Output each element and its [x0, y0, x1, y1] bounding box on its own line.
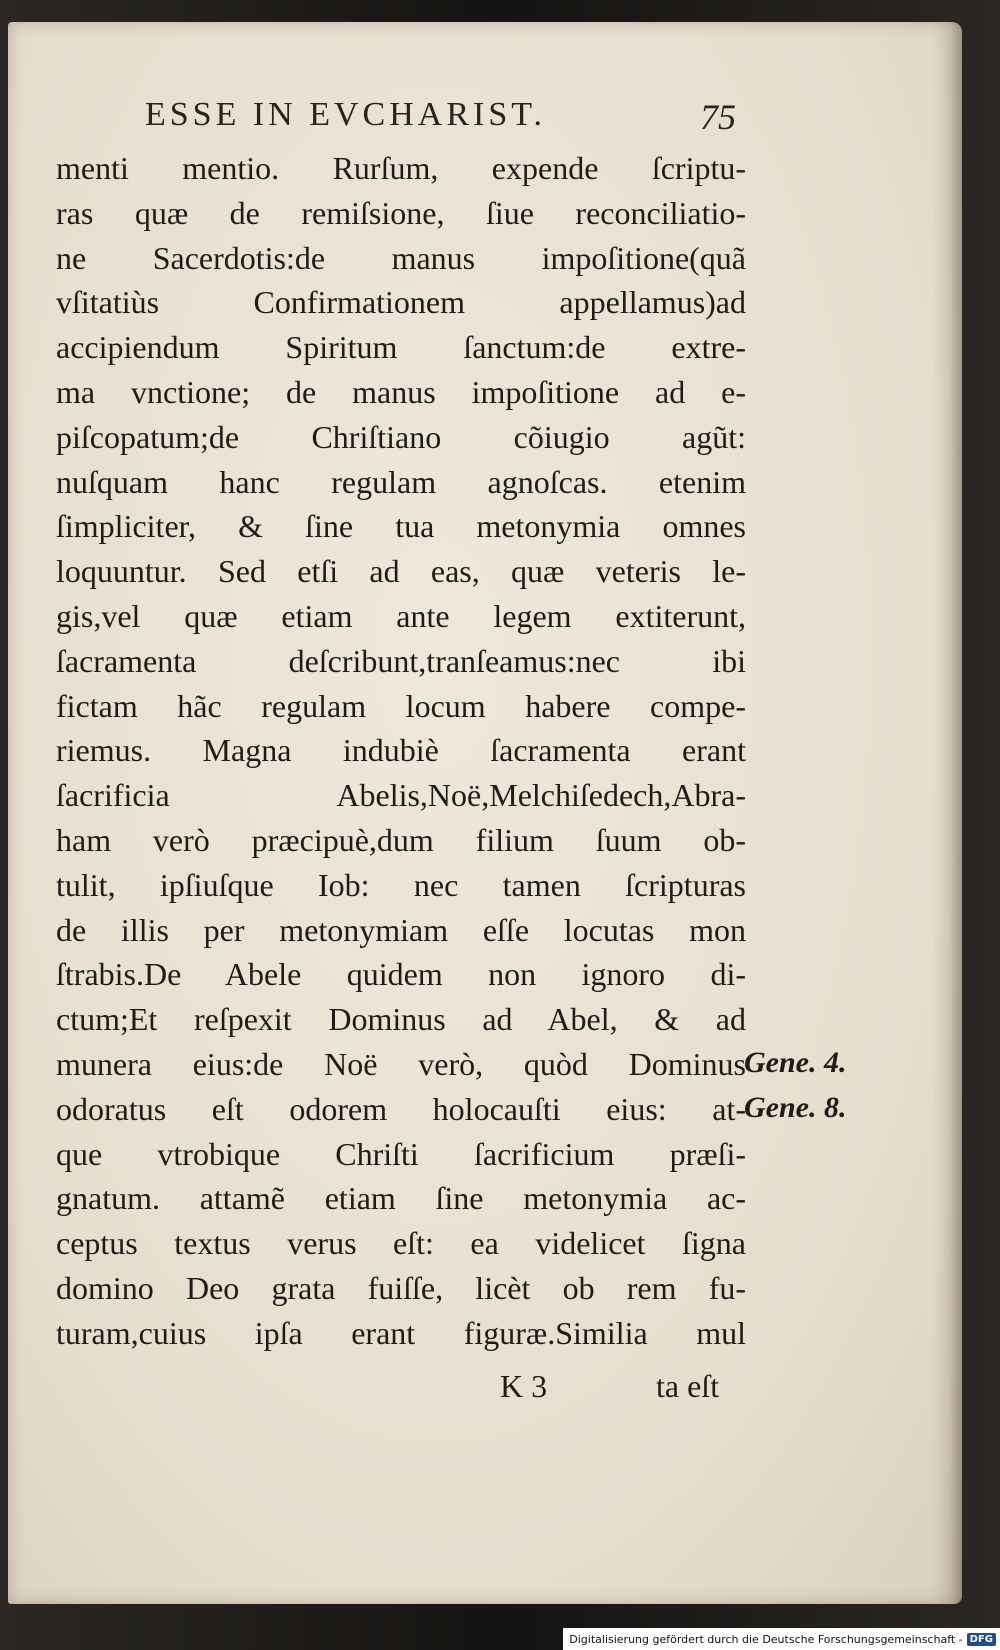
text-line: ſtrabis.De Abele quidem non ignoro di- [56, 956, 746, 993]
text-line: gnatum. attamẽ etiam ſine metonymia ac- [56, 1180, 746, 1217]
funding-footer [563, 1628, 1000, 1650]
text-line: ſacramenta deſcribunt,tranſeamus:nec ibi [56, 642, 746, 679]
body-text [56, 146, 746, 1356]
page-number: 75 [700, 97, 736, 137]
text-line: loquuntur. Sed etſi ad eas, quæ veteris le- [56, 553, 746, 590]
text-line: domino Deo grata fuiſſe, licèt ob rem fu- [56, 1269, 746, 1306]
dfg-logo: DFG [967, 1633, 996, 1646]
text-line: ma vnctione; de manus impoſitione ad e- [56, 373, 746, 410]
text-line: turam,cuius ipſa erant figuræ.Similia mul [56, 1314, 746, 1351]
text-line: gis,vel quæ etiam ante legem extiterunt, [56, 597, 746, 634]
text-line: ctum;Et reſpexit Dominus ad Abel, & ad [56, 1001, 746, 1038]
text-line: ham verò præcipuè,dum filium ſuum ob- [56, 821, 746, 858]
text-line: ne Sacerdotis:de manus impoſitione(quã [56, 239, 746, 276]
signature-mark: K 3 [500, 1368, 548, 1404]
text-line: ſimpliciter, & ſine tua metonymia omnes [56, 508, 746, 545]
text-line: nuſquam hanc regulam agnoſcas. etenim [56, 463, 746, 500]
text-line: ſacrificia Abelis,Noë,Melchiſedech,Abra- [56, 777, 746, 814]
text-line: vſitatiùs Confirmationem appellamus)ad [56, 284, 746, 321]
funding-credit-text: Digitalisierung gefördert durch die Deutsche Forschungsgemeinschaft - [569, 1632, 963, 1646]
catchword: ta eſt [656, 1368, 720, 1404]
text-line: ras quæ de remiſsione, ſiue reconciliatio- [56, 194, 746, 231]
text-line: fictam hãc regulam locum habere compe- [56, 687, 746, 724]
text-line: tulit, ipſiuſque Iob: nec tamen ſcripturas [56, 866, 746, 903]
text-line: que vtrobique Chriſti ſacrificium præſi- [56, 1135, 746, 1172]
text-line: riemus. Magna indubiè ſacramenta erant [56, 732, 746, 769]
text-line: ceptus textus verus eſt: ea videlicet ſigna [56, 1225, 746, 1262]
text-line: munera eius:de Noë verò, quòd Dominus [56, 1045, 746, 1082]
marginal-note-genesis-4: Gene. 4. [744, 1046, 847, 1079]
running-head: ESSE IN EVCHARIST. [145, 96, 546, 133]
marginal-note-genesis-8: Gene. 8. [744, 1091, 847, 1124]
text-line: piſcopatum;de Chriſtiano cõiugio agũt: [56, 418, 746, 455]
page-fore-edge-shadow [932, 22, 962, 1604]
text-line: de illis per metonymiam eſſe locutas mon [56, 911, 746, 948]
text-line: menti mentio. Rurſum, expende ſcriptu- [56, 150, 746, 186]
text-line: odoratus eſt odorem holocauſti eius: at- [56, 1090, 746, 1127]
text-line: accipiendum Spiritum ſanctum:de extre- [56, 329, 746, 366]
